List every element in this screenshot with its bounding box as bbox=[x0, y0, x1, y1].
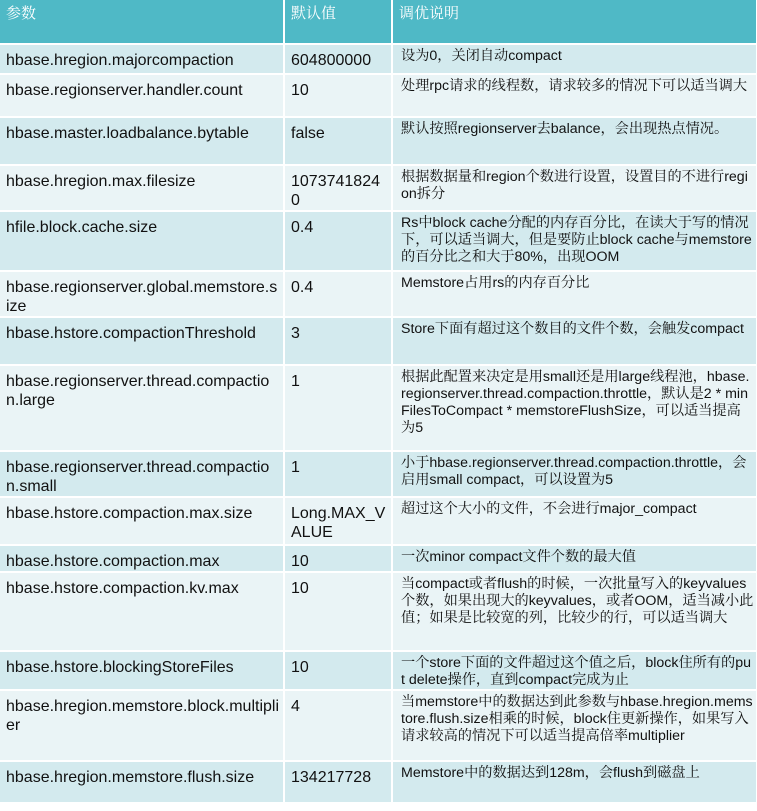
table-row bbox=[0, 74, 757, 117]
header-desc: 调优说明 bbox=[392, 0, 757, 44]
table-row bbox=[0, 497, 757, 545]
default-cell: 4 bbox=[284, 690, 392, 761]
desc-cell: 一个store下面的文件超过这个值之后，block住所有的put delete操作，直到compact完成为止 bbox=[392, 651, 757, 690]
desc-cell: 根据此配置来决定是用small还是用large线程池，hbase.regionserver.thread.compaction.throttle，默认是2 * minFilesToCompact * memstoreFlushSize，可以适当提高为5 bbox=[392, 365, 757, 451]
default-cell: 1 bbox=[284, 451, 392, 497]
default-cell: 0.4 bbox=[284, 271, 392, 317]
param-cell: hbase.hregion.memstore.flush.size bbox=[0, 761, 284, 803]
default-cell: 10 bbox=[284, 572, 392, 651]
table-row bbox=[0, 545, 757, 572]
table-row bbox=[0, 44, 757, 74]
table-row bbox=[0, 690, 757, 761]
default-cell: 3 bbox=[284, 317, 392, 365]
table-row bbox=[0, 761, 757, 803]
table-body bbox=[0, 44, 757, 803]
desc-cell: Memstore占用rs的内存百分比 bbox=[392, 271, 757, 317]
default-cell: Long.MAX_VALUE bbox=[284, 497, 392, 545]
default-cell: 1 bbox=[284, 365, 392, 451]
desc-cell: 处理rpc请求的线程数，请求较多的情况下可以适当调大 bbox=[392, 74, 757, 117]
desc-cell: Store下面有超过这个数目的文件个数，会触发compact bbox=[392, 317, 757, 365]
param-cell: hfile.block.cache.size bbox=[0, 211, 284, 271]
desc-cell: 当memstore中的数据达到此参数与hbase.hregion.memstore.flush.size相乘的时候，block住更新操作，如果写入请求较高的情况下可以适当提高倍率multiplier bbox=[392, 690, 757, 761]
param-cell: hbase.hregion.max.filesize bbox=[0, 165, 284, 211]
desc-cell: 当compact或者flush的时候，一次批量写入的keyvalues个数，如果出现大的keyvalues，或者OOM，适当减小此值；如果是比较宽的列，比较少的行，可以适当调大 bbox=[392, 572, 757, 651]
default-cell: 10 bbox=[284, 74, 392, 117]
header-default: 默认值 bbox=[284, 0, 392, 44]
param-cell: hbase.regionserver.handler.count bbox=[0, 74, 284, 117]
param-cell: hbase.regionserver.global.memstore.size bbox=[0, 271, 284, 317]
table-row bbox=[0, 317, 757, 365]
table-row bbox=[0, 117, 757, 165]
desc-cell: 设为0，关闭自动compact bbox=[392, 44, 757, 74]
desc-cell: 根据数据量和region个数进行设置，设置目的不进行region拆分 bbox=[392, 165, 757, 211]
param-cell: hbase.hstore.compaction.max bbox=[0, 545, 284, 572]
header-row bbox=[0, 0, 757, 44]
table-row bbox=[0, 451, 757, 497]
default-cell: 0.4 bbox=[284, 211, 392, 271]
param-cell: hbase.hregion.majorcompaction bbox=[0, 44, 284, 74]
desc-cell: 默认按照regionserver去balance，会出现热点情况。 bbox=[392, 117, 757, 165]
desc-cell: Rs中block cache分配的内存百分比，在读大于写的情况下，可以适当调大，但是要防止block cache与memstore的百分比之和大于80%，出现OOM bbox=[392, 211, 757, 271]
table-row bbox=[0, 165, 757, 211]
table-row bbox=[0, 365, 757, 451]
default-cell: 10 bbox=[284, 651, 392, 690]
param-cell: hbase.hstore.blockingStoreFiles bbox=[0, 651, 284, 690]
param-cell: hbase.master.loadbalance.bytable bbox=[0, 117, 284, 165]
desc-cell: 超过这个大小的文件，不会进行major_compact bbox=[392, 497, 757, 545]
table-row bbox=[0, 211, 757, 271]
param-cell: hbase.regionserver.thread.compaction.small bbox=[0, 451, 284, 497]
default-cell: 134217728 bbox=[284, 761, 392, 803]
table-row bbox=[0, 271, 757, 317]
desc-cell: 一次minor compact文件个数的最大值 bbox=[392, 545, 757, 572]
desc-cell: 小于hbase.regionserver.thread.compaction.throttle，会启用small compact，可以设置为5 bbox=[392, 451, 757, 497]
header-param: 参数 bbox=[0, 0, 284, 44]
param-cell: hbase.hstore.compactionThreshold bbox=[0, 317, 284, 365]
desc-cell: Memstore中的数据达到128m，会flush到磁盘上 bbox=[392, 761, 757, 803]
default-cell: 10 bbox=[284, 545, 392, 572]
param-cell: hbase.regionserver.thread.compaction.large bbox=[0, 365, 284, 451]
param-cell: hbase.hstore.compaction.kv.max bbox=[0, 572, 284, 651]
default-cell: false bbox=[284, 117, 392, 165]
table-header bbox=[0, 0, 757, 44]
table-row bbox=[0, 572, 757, 651]
table-row bbox=[0, 651, 757, 690]
default-cell: 604800000 bbox=[284, 44, 392, 74]
default-cell: 10737418240 bbox=[284, 165, 392, 211]
param-cell: hbase.hstore.compaction.max.size bbox=[0, 497, 284, 545]
param-cell: hbase.hregion.memstore.block.multiplier bbox=[0, 690, 284, 761]
